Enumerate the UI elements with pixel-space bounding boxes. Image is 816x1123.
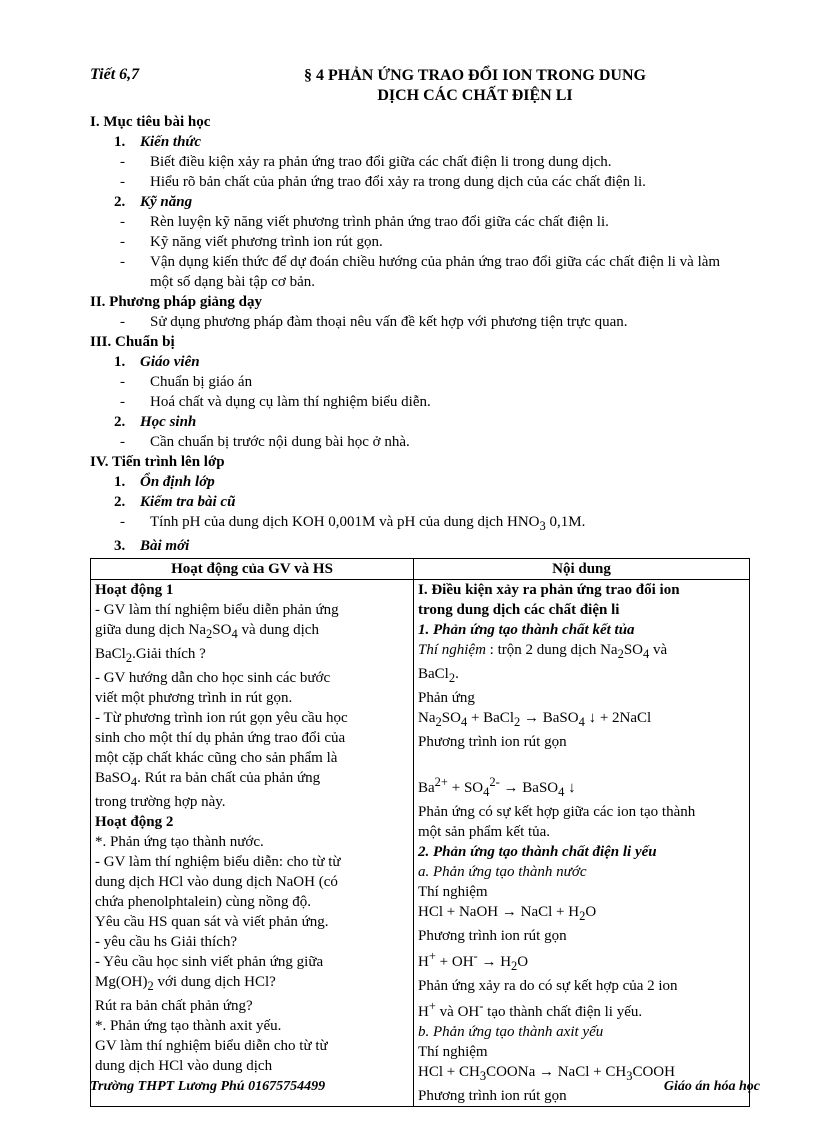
footer-school: Trường THPT Lương Phú 01675754499 — [90, 1079, 326, 1094]
section-preparation: III. Chuẩn bị — [90, 334, 175, 350]
list-item: - Vận dụng kiến thức để dự đoán chiều hướng của phản ứng trao đổi giữa các chất điện li và làm một số dạng bài tập cơ bản. — [120, 254, 721, 290]
activity-table — [90, 558, 750, 1107]
subsection-new-lesson: 3. Bài mới — [114, 538, 190, 554]
document-page — [90, 66, 770, 1107]
subsection-review: 2. Kiểm tra bài cũ — [114, 494, 236, 510]
content-cell: I. Điều kiện xảy ra phản ứng trao đổi ion trong dung dịch các chất điện li 1. Phản ứng tạo thành chất kết tủa Thí nghiệm : trộn 2 dung dịch $Na_2SO_4$ và BaCl$_2$. Phản ứng $Na_2SO_4$ + BaCl$_2$ → BaSO$_4$ ↓ + 2NaCl Phương trình ion rút gọn $Ba^{2+} + SO_4^{2-}$ → BaSO$_4$ ↓ Phản ứng có sự kết hợp giữa các ion tạo thành một sản phẩm kết tủa. 2. Phản ứng tạo thành chất điện li yếu a. Phản ứng tạo thành nước Thí nghiệm HCl + NaOH → NaCl + $H_2O$ Phương trình ion rút gọn $H^+ + OH^- \to H_2O$ Phản ứng xảy ra do có sự kết hợp của 2 ion H+ và OH- tạo thành chất điện li yếu. b. Phản ứng tạo thành axit yếu Thí nghiệm HCl + $CH_3COONa$ → NaCl + $CH_3COOH$ Phương trình ion rút gọn — [414, 580, 750, 1107]
list-item: - Rèn luyện kỹ năng viết phương trình phản ứng trao đổi giữa các chất điện li. — [120, 214, 609, 230]
lesson-header — [90, 66, 770, 106]
table-row — [91, 580, 750, 1107]
lesson-title — [210, 66, 770, 106]
section-procedure: IV. Tiến trình lên lớp — [90, 454, 225, 470]
col-activities: Hoạt động của GV và HS — [91, 559, 414, 580]
title-line-1: § 4 PHẢN ỨNG TRAO ĐỔI ION TRONG DUNG — [304, 67, 646, 84]
subsection-knowledge: 1. Kiến thức — [114, 134, 202, 150]
footer-doc-type: Giáo án hóa học — [663, 1079, 760, 1094]
subsection-students: 2. Học sinh — [114, 414, 197, 430]
list-item: - Tính pH của dung dịch KOH 0,001M và pH của dung dịch $HNO_3$ 0,1M. — [120, 514, 586, 533]
section-methods: II. Phương pháp giảng dạy — [90, 294, 262, 310]
title-line-2: DỊCH CÁC CHẤT ĐIỆN LI — [377, 87, 573, 104]
activities-cell: Hoạt động 1 - GV làm thí nghiệm biểu diễn phản ứng giữa dung dịch $Na_2SO_4$ và dung dịch BaCl$_2$.Giải thích ? - GV hướng dẫn cho học sinh các bước viết một phương trình in rút gọn. - Từ phương trình ion rút gọn yêu cầu học sinh cho một thí dụ phản ứng trao đổi của một cặp chất khác cũng cho sản phẩm là BaSO$_4$. Rút ra bản chất của phản ứng trong trường hợp này. Hoạt động 2 *. Phản ứng tạo thành nước. - GV làm thí nghiệm biểu diễn: cho từ từ dung dịch HCl vào dung dịch NaOH (có chứa phenolphtalein) cùng nồng độ. Yêu cầu HS quan sát và viết phản ứng. - yêu cầu hs Giải thích? - Yêu cầu học sinh viết phản ứng giữa $Mg(OH)_2$ với dung dịch HCl? Rút ra bản chất phản ứng? *. Phản ứng tạo thành axit yếu. GV làm thí nghiệm biểu diễn cho từ từ dung dịch HCl vào dung dịch — [91, 580, 414, 1107]
col-content: Nội dung — [414, 559, 750, 580]
list-item: - Sử dụng phương pháp đàm thoại nêu vấn đề kết hợp với phương tiện trực quan. — [120, 314, 628, 330]
section-objectives: I. Mục tiêu bài học — [90, 114, 211, 130]
list-item: - Biết điều kiện xảy ra phản ứng trao đổi giữa các chất điện li trong dung dịch. — [120, 154, 612, 170]
list-item: - Cần chuẩn bị trước nội dung bài học ở nhà. — [120, 434, 410, 450]
subsection-class-order: 1. Ổn định lớp — [114, 474, 215, 490]
lesson-period: Tiết 6,7 — [90, 66, 140, 83]
table-header-row — [91, 559, 750, 580]
page-footer — [90, 1079, 760, 1095]
list-item: - Hoá chất và dụng cụ làm thí nghiệm biểu diễn. — [120, 394, 431, 410]
subsection-skills: 2. Kỹ năng — [114, 194, 193, 210]
list-item: - Hiểu rõ bản chất của phản ứng trao đổi xảy ra trong dung dịch của các chất điện li. — [120, 174, 646, 190]
subsection-teacher: 1. Giáo viên — [114, 354, 200, 370]
list-item: - Chuẩn bị giáo án — [120, 374, 253, 390]
list-item: - Kỹ năng viết phương trình ion rút gọn. — [120, 234, 383, 250]
